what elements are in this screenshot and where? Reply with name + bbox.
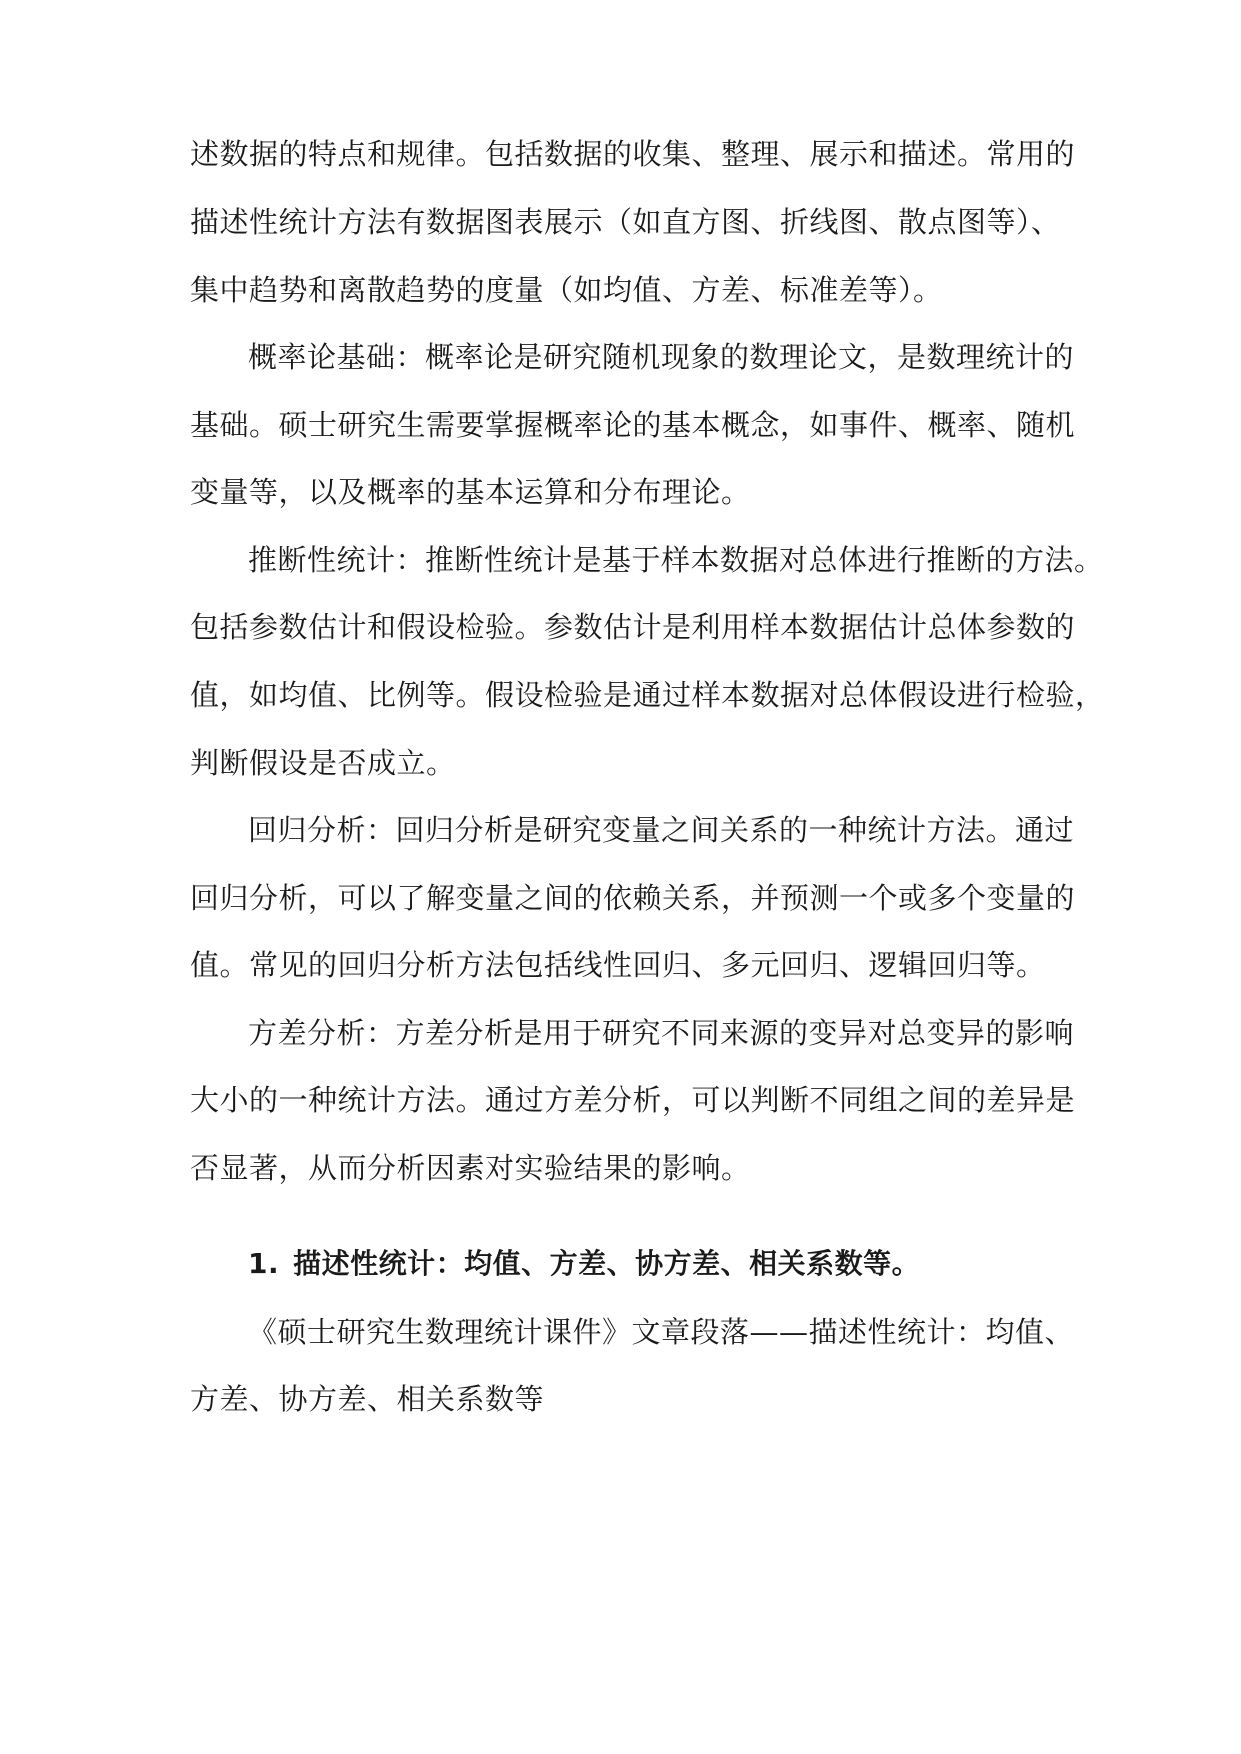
text-line: 否显著，从而分析因素对实验结果的影响。: [190, 1151, 751, 1185]
text-line: 集中趋势和离散趋势的度量（如均值、方差、标准差等）。: [190, 273, 943, 307]
text-line: 述数据的特点和规律。包括数据的收集、整理、展示和描述。常用的: [190, 137, 1076, 171]
section-title: 描述性统计：均值、方差、协方差、相关系数等。: [293, 1247, 921, 1280]
text-line: 描述性统计方法有数据图表展示（如直方图、折线图、散点图等）、: [190, 205, 1061, 239]
text-line: 值。常见的回归分析方法包括线性回归、多元回归、逻辑回归等。: [190, 948, 1046, 982]
section-number: 1.: [248, 1247, 280, 1280]
text-line: 值，如均值、比例等。假设检验是通过样本数据对总体假设进行检验，: [190, 678, 1105, 712]
paragraph-first-line: 《硕士研究生数理统计课件》文章段落——描述性统计：均值、: [248, 1315, 1075, 1349]
paragraph-first-line: 方差分析：方差分析是用于研究不同来源的变异对总变异的影响: [248, 1016, 1075, 1050]
text-line: 大小的一种统计方法。通过方差分析，可以判断不同组之间的差异是: [190, 1083, 1076, 1117]
section-heading: [248, 1244, 1118, 1284]
paragraph-first-line: 推断性统计：推断性统计是基于样本数据对总体进行推断的方法。: [248, 543, 1104, 577]
text-line: 方差、协方差、相关系数等: [190, 1382, 545, 1416]
text-line: 基础。硕士研究生需要掌握概率论的基本概念，如事件、概率、随机: [190, 408, 1076, 442]
paragraph-first-line: 回归分析：回归分析是研究变量之间关系的一种统计方法。通过: [248, 813, 1075, 847]
text-line: 判断假设是否成立。: [190, 746, 456, 780]
text-line: 包括参数估计和假设检验。参数估计是利用样本数据估计总体参数的: [190, 610, 1076, 644]
paragraph-first-line: 概率论基础：概率论是研究随机现象的数理论文，是数理统计的: [248, 340, 1075, 374]
text-line: 变量等，以及概率的基本运算和分布理论。: [190, 475, 751, 509]
text-line: 回归分析，可以了解变量之间的依赖关系，并预测一个或多个变量的: [190, 881, 1076, 915]
